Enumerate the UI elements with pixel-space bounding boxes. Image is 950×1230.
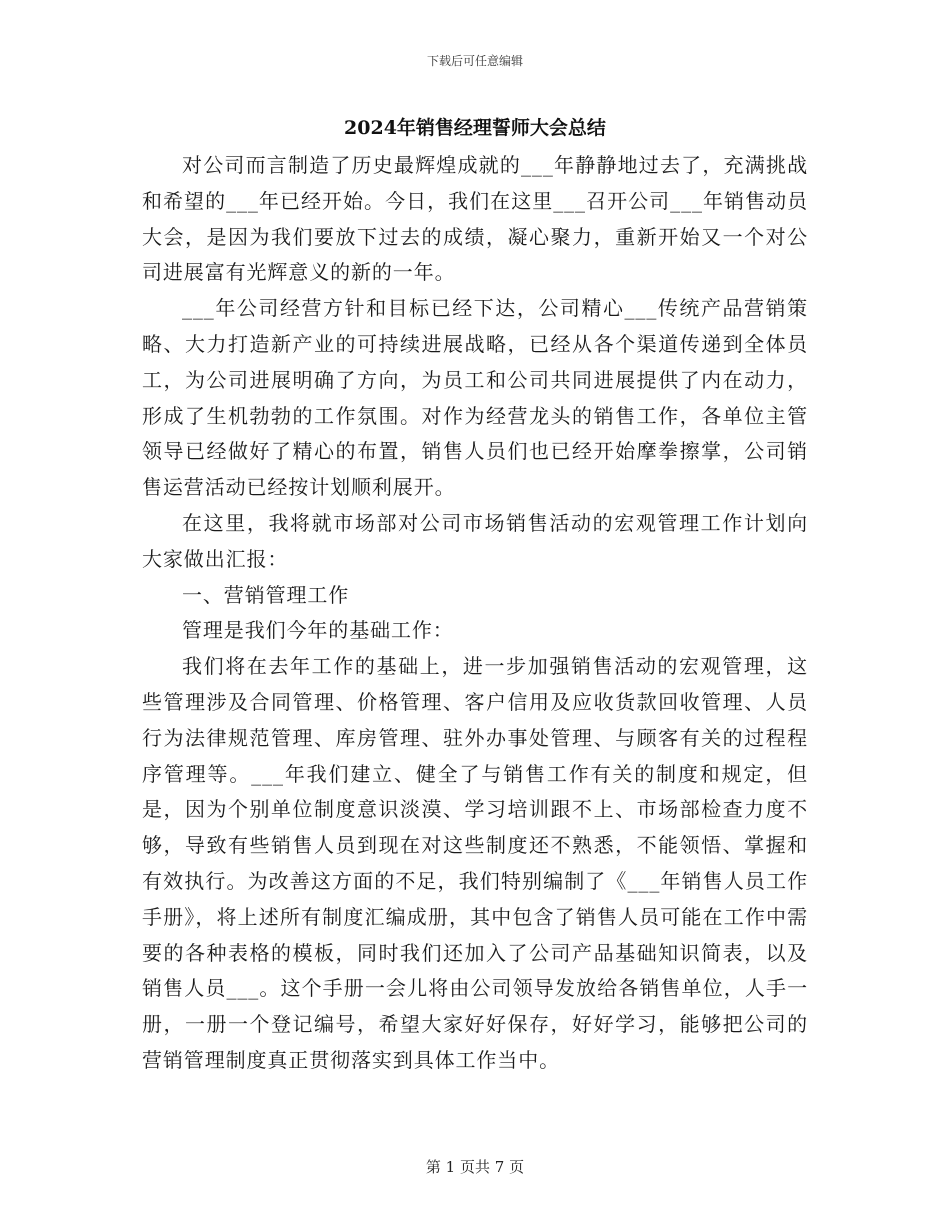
page-number-footer: 第 1 页共 7 页 [425,1158,525,1176]
paragraph-strategy: ___年公司经营方针和目标已经下达，公司精心___传统产品营销策略、大力打造新产业的可持续进展战略，已经从各个渠道传递到全体员工，为公司进展明确了方向，为员工和公司共同进展提供了内在动力，形成了生机勃勃的工作氛围。对作为经营龙头的销售工作，各单位主管领导已经做好了精心的布置，销售人员们也已经开始摩拳擦掌，公司销售运营活动已经按计划顺利展开。 [142,296,808,500]
paragraph-management-details: 我们将在去年工作的基础上，进一步加强销售活动的宏观管理，这些管理涉及合同管理、价格管理、客户信用及应收货款回收管理、人员行为法律规范管理、库房管理、驻外办事处管理、与顾客有关的过程程序管理等。___年我们建立、健全了与销售工作有关的制度和规定，但是，因为个别单位制度意识淡漠、学习培训跟不上、市场部检查力度不够，导致有些销售人员到现在对这些制度还不熟悉，不能领悟、掌握和有效执行。为改善这方面的不足，我们特别编制了《___年销售人员工作手册》，将上述所有制度汇编成册，其中包含了销售人员可能在工作中需要的各种表格的模板，同时我们还加入了公司产品基础知识简表，以及销售人员___。这个手册一会儿将由公司领导发放给各销售单位，人手一册，一册一个登记编号，希望大家好好保存，好好学习，能够把公司的营销管理制度真正贯彻落实到具体工作当中。 [142,654,808,1072]
paragraph-management-basis: 管理是我们今年的基础工作： [182,618,454,643]
page-header-note: 下载后可任意编辑 [426,54,523,68]
section-heading-marketing-management: 一、营销管理工作 [182,582,350,607]
document-title: 2024年销售经理誓师大会总结 [344,117,606,139]
document-body [142,148,808,1079]
paragraph-intro: 对公司而言制造了历史最辉煌成就的___年静静地过去了，充满挑战和希望的___年已经开始。今日，我们在这里___召开公司___年销售动员大会，是因为我们要放下过去的成绩，凝心聚力，重新开始又一个对公司进展富有光辉意义的新的一年。 [142,153,808,285]
paragraph-report-intro: 在这里，我将就市场部对公司市场销售活动的宏观管理工作计划向大家做出汇报： [142,510,808,571]
